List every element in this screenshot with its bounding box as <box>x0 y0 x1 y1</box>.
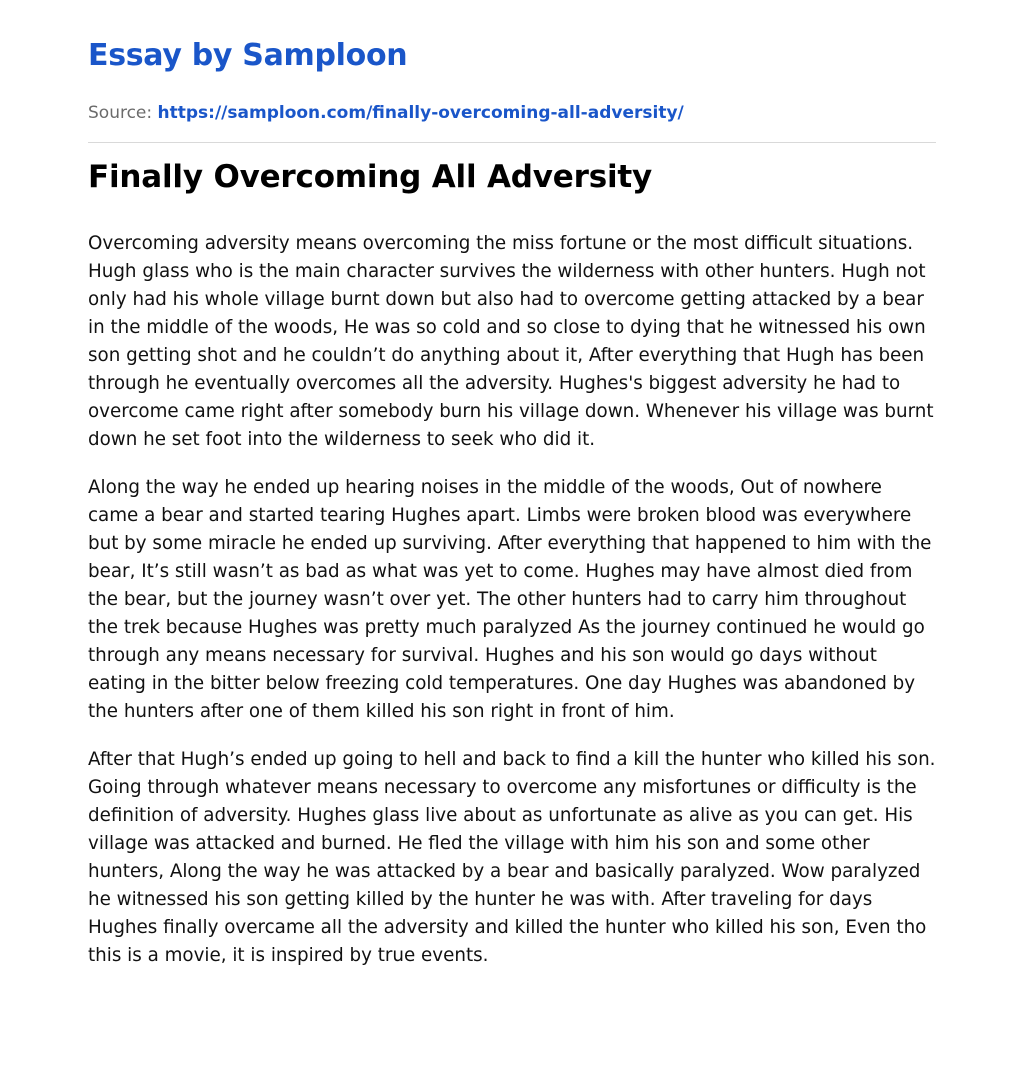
essay-title: Finally Overcoming All Adversity <box>88 159 653 195</box>
source-line <box>88 102 936 124</box>
header-divider <box>88 142 936 143</box>
site-brand-title: Essay by Samploon <box>88 38 408 73</box>
essay-page <box>88 0 936 970</box>
essay-paragraph: Along the way he ended up hearing noises in the middle of the woods, Out of nowhere came a bear and started tearing Hughes apart. Limbs were broken blood was everywhere but by some miracle he ended up surviving. After everything that happened to him with the bear, It’s still wasn’t as bad as what was yet to come. Hughes may have almost died from the bear, but the journey wasn’t over yet. The other hunters had to carry him throughout the trek because Hughes was pretty much paralyzed As the journey continued he would go through any means necessary for survival. Hughes and his son would go days without eating in the bitter below freezing cold temperatures. One day Hughes was abandoned by the hunters after one of them killed his son right in front of him. <box>88 477 932 722</box>
essay-body <box>88 230 936 970</box>
essay-paragraph: After that Hugh’s ended up going to hell and back to find a kill the hunter who killed his son. Going through whatever means necessary to overcome any misfortunes or difficulty is the definition of adversity. Hughes glass live about as unfortunate as alive as you can get. His village was attacked and burned. He fled the village with him his son and some other hunters, Along the way he was attacked by a bear and basically paralyzed. Wow paralyzed he witnessed his son getting killed by the hunter he was with. After traveling for days Hughes finally overcame all the adversity and killed the hunter who killed his son, Even tho this is a movie, it is inspired by true events. <box>88 749 936 966</box>
essay-paragraph: Overcoming adversity means overcoming the miss fortune or the most difficult situations. Hugh glass who is the main character survives the wilderness with other hunters. Hugh not only had his whole village burnt down but also had to overcome getting attacked by a bear in the middle of the woods, He was so cold and so close to dying that he witnessed his own son getting shot and he couldn’t do anything about it, After everything that Hugh has been through he eventually overcomes all the adversity. Hughes's biggest adversity he had to overcome came right after somebody burn his village down. Whenever his village was burnt down he set foot into the wilderness to seek who did it. <box>88 233 934 450</box>
source-link[interactable]: https://samploon.com/finally-overcoming-all-adversity/ <box>157 103 684 123</box>
source-label: Source: <box>88 103 153 123</box>
